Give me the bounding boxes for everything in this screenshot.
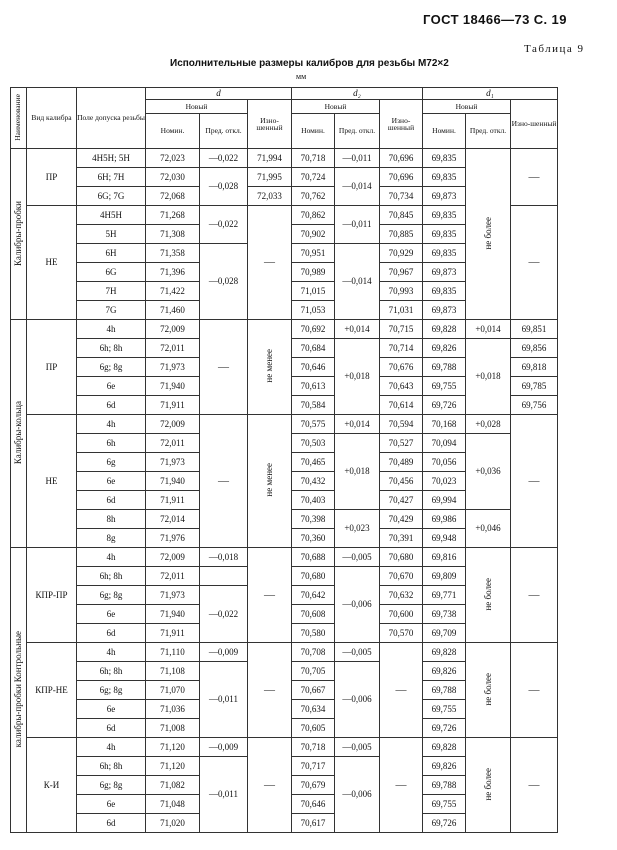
d2-worn-dash: —	[380, 643, 423, 738]
col-name-header: Наименование	[11, 88, 27, 149]
d-nominal-cell: 71,110	[146, 643, 200, 662]
d-deviation-cell: —0,009	[200, 738, 248, 757]
d2-worn-dash: —	[380, 738, 423, 833]
table-row	[11, 643, 558, 662]
d-nominal-cell: 72,009	[146, 320, 200, 339]
tolerance-cell: 4H5H	[77, 206, 146, 225]
d-nominal-cell: 71,940	[146, 605, 200, 624]
d2-nominal-cell: 70,580	[292, 624, 335, 643]
tolerance-cell: 6H	[77, 244, 146, 263]
d1-nominal-cell: 69,828	[423, 643, 466, 662]
tolerance-cell: 5H	[77, 225, 146, 244]
d1-deviation-no-more-text: не более	[482, 767, 493, 801]
d2-nominal-cell: 70,584	[292, 396, 335, 415]
d-nominal-cell: 71,911	[146, 491, 200, 510]
d2-nominal-cell: 70,902	[292, 225, 335, 244]
d2-deviation-cell: —0,005	[335, 643, 380, 662]
d1-nominal-cell: 70,094	[423, 434, 466, 453]
d-deviation-cell: —0,009	[200, 643, 248, 662]
d-nominal-cell: 71,973	[146, 586, 200, 605]
d-nominal-cell: 72,030	[146, 168, 200, 187]
d-nominal-cell: 71,940	[146, 377, 200, 396]
d2-nominal-cell: 70,708	[292, 643, 335, 662]
d2-worn-cell: 70,670	[380, 567, 423, 586]
d2-worn-cell: 70,929	[380, 244, 423, 263]
tolerance-cell: 6d	[77, 396, 146, 415]
d2-worn-cell: 70,594	[380, 415, 423, 434]
d-nominal-cell: 71,911	[146, 396, 200, 415]
d2-deviation-cell: —0,014	[335, 244, 380, 320]
d-deviation-cell: —0,011	[200, 757, 248, 833]
group-control-plug-gauges-label-1: Контрольные	[12, 630, 23, 682]
group-ring-gauges	[11, 320, 27, 548]
d2-deviation-cell: +0,014	[335, 320, 380, 339]
d2-nominal-cell: 70,718	[292, 149, 335, 168]
d-nominal-cell: 71,036	[146, 700, 200, 719]
d1-deviation-cell: +0,018	[466, 339, 511, 415]
d1-nominal-cell: 69,835	[423, 168, 466, 187]
d1-deviation-no-more	[466, 149, 511, 320]
d-nominal-cell: 72,009	[146, 415, 200, 434]
d1-worn-dash: —	[511, 738, 558, 833]
tolerance-cell: 6d	[77, 814, 146, 833]
d-nominal-cell: 71,108	[146, 662, 200, 681]
d2-deviation-cell: +0,023	[335, 510, 380, 548]
d1-nominal-cell: 69,828	[423, 320, 466, 339]
d-nominal-cell: 71,268	[146, 206, 200, 225]
d1-nominal-cell: 69,809	[423, 567, 466, 586]
d1-worn-cell: 69,856	[511, 339, 558, 358]
d2-worn-cell: 70,885	[380, 225, 423, 244]
tolerance-cell: 6e	[77, 795, 146, 814]
d1-deviation-no-more	[466, 738, 511, 833]
d2-worn-cell: 71,031	[380, 301, 423, 320]
group-plug-gauges-label: Калибры-пробки	[13, 200, 23, 266]
d-worn-no-less-text: не менее	[264, 349, 274, 383]
d-nominal-cell: 72,068	[146, 187, 200, 206]
tolerance-cell: 4H5H; 5H	[77, 149, 146, 168]
group-control-plug-gauges-label-2: калибры-пробки	[12, 683, 23, 748]
d-worn-dash: —	[248, 548, 292, 643]
d-worn-dash: —	[248, 738, 292, 833]
d-nominal-cell: 71,358	[146, 244, 200, 263]
d1-nominal-cell: 69,873	[423, 187, 466, 206]
d-deviation-dash: —	[200, 320, 248, 415]
d-nominal-cell: 71,308	[146, 225, 200, 244]
d2-nominal-cell: 71,015	[292, 282, 335, 301]
col-tolerance-header: Поле допуска резьбы	[77, 88, 146, 149]
d2-new-header: Новый	[292, 100, 380, 114]
d-nominal-cell: 71,973	[146, 358, 200, 377]
d2-worn-cell: 70,643	[380, 377, 423, 396]
d1-deviation-no-more	[466, 548, 511, 643]
d1-nominal-cell: 69,726	[423, 396, 466, 415]
d2-worn-cell: 70,527	[380, 434, 423, 453]
tolerance-cell: 6h; 8h	[77, 339, 146, 358]
d-nominal-cell: 71,422	[146, 282, 200, 301]
d1-deviation-no-more-text: не более	[482, 216, 493, 250]
d1-nominal-cell: 70,056	[423, 453, 466, 472]
kind-ring-pr: ПР	[27, 320, 77, 415]
d2-worn-header: Изно-шенный	[380, 100, 423, 149]
col-kind-header: Вид калибра	[27, 88, 77, 149]
table-row	[11, 738, 558, 757]
d2-deviation-cell: +0,018	[335, 434, 380, 510]
d1-nominal-cell: 69,986	[423, 510, 466, 529]
d-worn-no-less	[248, 320, 292, 415]
tolerance-cell: 6e	[77, 700, 146, 719]
d-worn-cell: 71,995	[248, 168, 292, 187]
d1-worn-dash: —	[511, 206, 558, 320]
tolerance-cell: 6h; 8h	[77, 567, 146, 586]
d-nominal-cell: 71,082	[146, 776, 200, 795]
d1-nominal-cell: 69,788	[423, 776, 466, 795]
tolerance-cell: 6g; 8g	[77, 776, 146, 795]
d1-worn-dash: —	[511, 149, 558, 206]
d2-nominal-cell: 70,605	[292, 719, 335, 738]
d1-worn-header: Изно-шенный	[511, 100, 558, 149]
kind-kpr-ne: КПР-НЕ	[27, 643, 77, 738]
d-nominal-cell: 71,070	[146, 681, 200, 700]
d2-nominal-cell: 70,667	[292, 681, 335, 700]
tolerance-cell: 6g; 8g	[77, 681, 146, 700]
d2-worn-cell: 70,696	[380, 149, 423, 168]
tolerance-cell: 6G	[77, 263, 146, 282]
d-deviation-cell: —0,022	[200, 149, 248, 168]
d2-deviation-cell: —0,005	[335, 738, 380, 757]
d2-worn-cell: 70,676	[380, 358, 423, 377]
tolerance-cell: 6e	[77, 377, 146, 396]
d2-deviation-cell: —0,011	[335, 149, 380, 168]
kind-kpr-pr: КПР-ПР	[27, 548, 77, 643]
d-worn-cell: 71,994	[248, 149, 292, 168]
d2-deviation-cell: —0,005	[335, 548, 380, 567]
tolerance-cell: 6d	[77, 719, 146, 738]
d2-nominal-cell: 70,432	[292, 472, 335, 491]
d-worn-header: Изно-шенный	[248, 100, 292, 149]
d-deviation-cell: —0,022	[200, 586, 248, 643]
d-worn-dash: —	[248, 206, 292, 320]
gauge-dimensions-table	[10, 87, 558, 833]
d1-nominal-cell: 69,755	[423, 795, 466, 814]
d1-worn-dash: —	[511, 548, 558, 643]
d1-worn-cell: 69,818	[511, 358, 558, 377]
d2-worn-cell: 70,715	[380, 320, 423, 339]
d2-worn-cell: 70,734	[380, 187, 423, 206]
d2-nominal-cell: 70,680	[292, 567, 335, 586]
tolerance-cell: 8g	[77, 529, 146, 548]
d-new-header: Новый	[146, 100, 248, 114]
tolerance-cell: 6h; 8h	[77, 757, 146, 776]
d2-nominal-cell: 70,679	[292, 776, 335, 795]
col-d2-header: d₂	[292, 88, 423, 100]
d1-nom-header: Номин.	[423, 114, 466, 149]
d-nominal-cell: 72,014	[146, 510, 200, 529]
d2-worn-cell: 70,845	[380, 206, 423, 225]
standard-code: ГОСТ 18466—73 С. 19	[423, 12, 567, 27]
tolerance-cell: 6d	[77, 624, 146, 643]
tolerance-cell: 4h	[77, 320, 146, 339]
d-worn-cell: 72,033	[248, 187, 292, 206]
d-deviation-cell: —0,011	[200, 662, 248, 738]
kind-ring-ne: НЕ	[27, 415, 77, 548]
d2-nominal-cell: 70,951	[292, 244, 335, 263]
d2-nominal-cell: 70,642	[292, 586, 335, 605]
d2-nominal-cell: 70,718	[292, 738, 335, 757]
d2-worn-cell: 70,632	[380, 586, 423, 605]
d2-nominal-cell: 70,403	[292, 491, 335, 510]
d2-nom-header: Номин.	[292, 114, 335, 149]
group-plug-gauges	[11, 149, 27, 320]
d1-nominal-cell: 69,828	[423, 738, 466, 757]
d2-deviation-cell: —0,006	[335, 757, 380, 833]
kind-k-i: К-И	[27, 738, 77, 833]
d1-nominal-cell: 69,835	[423, 149, 466, 168]
d2-nominal-cell: 70,684	[292, 339, 335, 358]
d1-nominal-cell: 69,835	[423, 282, 466, 301]
d-nominal-cell: 71,940	[146, 472, 200, 491]
d1-deviation-no-more-text: не более	[482, 672, 493, 706]
d2-worn-cell: 70,680	[380, 548, 423, 567]
d-deviation-dash: —	[200, 415, 248, 548]
d2-worn-cell: 70,489	[380, 453, 423, 472]
d-nominal-cell: 72,009	[146, 548, 200, 567]
d-nominal-cell: 71,048	[146, 795, 200, 814]
table-row	[11, 415, 558, 434]
table-title: Исполнительные размеры калибров для резьбы М72×2	[170, 58, 449, 69]
d1-nominal-cell: 69,788	[423, 681, 466, 700]
tolerance-cell: 4h	[77, 548, 146, 567]
d2-deviation-cell: —0,011	[335, 206, 380, 244]
tolerance-cell: 6e	[77, 605, 146, 624]
d2-nominal-cell: 70,613	[292, 377, 335, 396]
table-row	[11, 320, 558, 339]
tolerance-cell: 7G	[77, 301, 146, 320]
tolerance-cell: 4h	[77, 643, 146, 662]
d-nominal-cell: 71,911	[146, 624, 200, 643]
d2-worn-cell: 70,429	[380, 510, 423, 529]
d2-nominal-cell: 70,575	[292, 415, 335, 434]
d1-nominal-cell: 69,835	[423, 225, 466, 244]
d1-nominal-cell: 69,726	[423, 719, 466, 738]
d-nominal-cell: 71,008	[146, 719, 200, 738]
d-nominal-cell: 71,976	[146, 529, 200, 548]
d1-nominal-cell: 69,873	[423, 301, 466, 320]
d-deviation-empty	[200, 567, 248, 586]
d1-nominal-cell: 69,726	[423, 814, 466, 833]
d2-nominal-cell: 70,688	[292, 548, 335, 567]
col-d-header: d	[146, 88, 292, 100]
d2-nominal-cell: 70,762	[292, 187, 335, 206]
d2-nominal-cell: 70,617	[292, 814, 335, 833]
d1-worn-cell: 69,851	[511, 320, 558, 339]
d1-nominal-cell: 69,771	[423, 586, 466, 605]
d2-worn-cell: 70,967	[380, 263, 423, 282]
d1-nominal-cell: 70,023	[423, 472, 466, 491]
d2-nominal-cell: 70,398	[292, 510, 335, 529]
d1-nominal-cell: 69,826	[423, 757, 466, 776]
table-row	[11, 548, 558, 567]
d2-worn-cell: 70,696	[380, 168, 423, 187]
d1-nominal-cell: 69,835	[423, 244, 466, 263]
d2-nominal-cell: 70,724	[292, 168, 335, 187]
d2-worn-cell: 70,391	[380, 529, 423, 548]
group-ring-gauges-label: Калибры-кольца	[13, 400, 23, 465]
d-nominal-cell: 71,120	[146, 738, 200, 757]
d-deviation-cell: —0,028	[200, 244, 248, 320]
d-nominal-cell: 71,120	[146, 757, 200, 776]
tolerance-cell: 8h	[77, 510, 146, 529]
d1-deviation-cell: +0,028	[466, 415, 511, 434]
col-d1-header: d₁	[423, 88, 558, 100]
d2-worn-cell: 70,993	[380, 282, 423, 301]
d2-deviation-cell: —0,014	[335, 168, 380, 206]
d-nominal-cell: 71,973	[146, 453, 200, 472]
tolerance-cell: 4h	[77, 738, 146, 757]
d2-deviation-cell: +0,014	[335, 415, 380, 434]
d2-worn-cell: 70,427	[380, 491, 423, 510]
d1-nominal-cell: 69,873	[423, 263, 466, 282]
tolerance-cell: 6g; 8g	[77, 358, 146, 377]
d-nominal-cell: 72,011	[146, 567, 200, 586]
d-deviation-cell: —0,018	[200, 548, 248, 567]
d2-deviation-cell: —0,006	[335, 662, 380, 738]
d2-nominal-cell: 70,692	[292, 320, 335, 339]
d2-nominal-cell: 70,862	[292, 206, 335, 225]
d2-nominal-cell: 70,705	[292, 662, 335, 681]
d1-nominal-cell: 69,738	[423, 605, 466, 624]
d-nominal-cell: 71,460	[146, 301, 200, 320]
d2-nominal-cell: 70,646	[292, 795, 335, 814]
d1-worn-cell: 69,756	[511, 396, 558, 415]
d1-nominal-cell: 69,835	[423, 206, 466, 225]
d-worn-dash: —	[248, 643, 292, 738]
kind-ne: НЕ	[27, 206, 77, 320]
d-nominal-cell: 72,023	[146, 149, 200, 168]
d1-nominal-cell: 70,168	[423, 415, 466, 434]
d-deviation-cell: —0,028	[200, 168, 248, 206]
d2-worn-cell: 70,614	[380, 396, 423, 415]
tolerance-cell: 6h	[77, 434, 146, 453]
d2-dev-header: Пред. откл.	[335, 114, 380, 149]
d2-nominal-cell: 70,360	[292, 529, 335, 548]
d1-deviation-cell: +0,046	[466, 510, 511, 548]
d-dev-header: Пред. откл.	[200, 114, 248, 149]
tolerance-cell: 6h; 8h	[77, 662, 146, 681]
d2-nominal-cell: 70,989	[292, 263, 335, 282]
tolerance-cell: 6d	[77, 491, 146, 510]
d-nominal-cell: 72,011	[146, 339, 200, 358]
d1-deviation-cell: +0,014	[466, 320, 511, 339]
d-nominal-cell: 71,396	[146, 263, 200, 282]
group-control-plug-gauges	[11, 548, 27, 833]
tolerance-cell: 6g	[77, 453, 146, 472]
d1-nominal-cell: 69,709	[423, 624, 466, 643]
d2-worn-cell: 70,456	[380, 472, 423, 491]
d-nominal-cell: 72,011	[146, 434, 200, 453]
d-nominal-cell: 71,020	[146, 814, 200, 833]
d2-nominal-cell: 70,465	[292, 453, 335, 472]
d1-nominal-cell: 69,788	[423, 358, 466, 377]
d1-nominal-cell: 69,826	[423, 662, 466, 681]
d1-nominal-cell: 69,755	[423, 700, 466, 719]
d2-nominal-cell: 70,608	[292, 605, 335, 624]
unit-label: мм	[296, 72, 307, 81]
tolerance-cell: 4h	[77, 415, 146, 434]
d-worn-no-less-text: не менее	[264, 463, 274, 497]
d2-worn-cell: 70,570	[380, 624, 423, 643]
d-worn-no-less	[248, 415, 292, 548]
d1-nominal-cell: 69,826	[423, 339, 466, 358]
tolerance-cell: 6G; 7G	[77, 187, 146, 206]
d2-deviation-cell: +0,018	[335, 339, 380, 415]
d2-worn-cell: 70,600	[380, 605, 423, 624]
d2-nominal-cell: 70,717	[292, 757, 335, 776]
d1-worn-cell: 69,785	[511, 377, 558, 396]
d2-nominal-cell: 70,634	[292, 700, 335, 719]
d1-deviation-no-more-text: не более	[482, 577, 493, 611]
d2-worn-cell: 70,714	[380, 339, 423, 358]
tolerance-cell: 6e	[77, 472, 146, 491]
d2-nominal-cell: 70,646	[292, 358, 335, 377]
d1-worn-dash: —	[511, 415, 558, 548]
d-deviation-cell: —0,022	[200, 206, 248, 244]
d1-worn-dash: —	[511, 643, 558, 738]
table-row	[11, 149, 558, 168]
tolerance-cell: 6g; 8g	[77, 586, 146, 605]
d1-nominal-cell: 69,816	[423, 548, 466, 567]
d-nom-header: Номин.	[146, 114, 200, 149]
d2-deviation-cell: —0,006	[335, 567, 380, 643]
d1-nominal-cell: 69,994	[423, 491, 466, 510]
d1-deviation-cell: +0,036	[466, 434, 511, 510]
tolerance-cell: 6H; 7H	[77, 168, 146, 187]
d2-nominal-cell: 71,053	[292, 301, 335, 320]
table-label: Таблица 9	[524, 43, 585, 55]
d1-deviation-no-more	[466, 643, 511, 738]
tolerance-cell: 7H	[77, 282, 146, 301]
d1-nominal-cell: 69,755	[423, 377, 466, 396]
kind-pr: ПР	[27, 149, 77, 206]
d1-new-header: Новый	[423, 100, 511, 114]
d1-dev-header: Пред. откл.	[466, 114, 511, 149]
d2-nominal-cell: 70,503	[292, 434, 335, 453]
d1-nominal-cell: 69,948	[423, 529, 466, 548]
